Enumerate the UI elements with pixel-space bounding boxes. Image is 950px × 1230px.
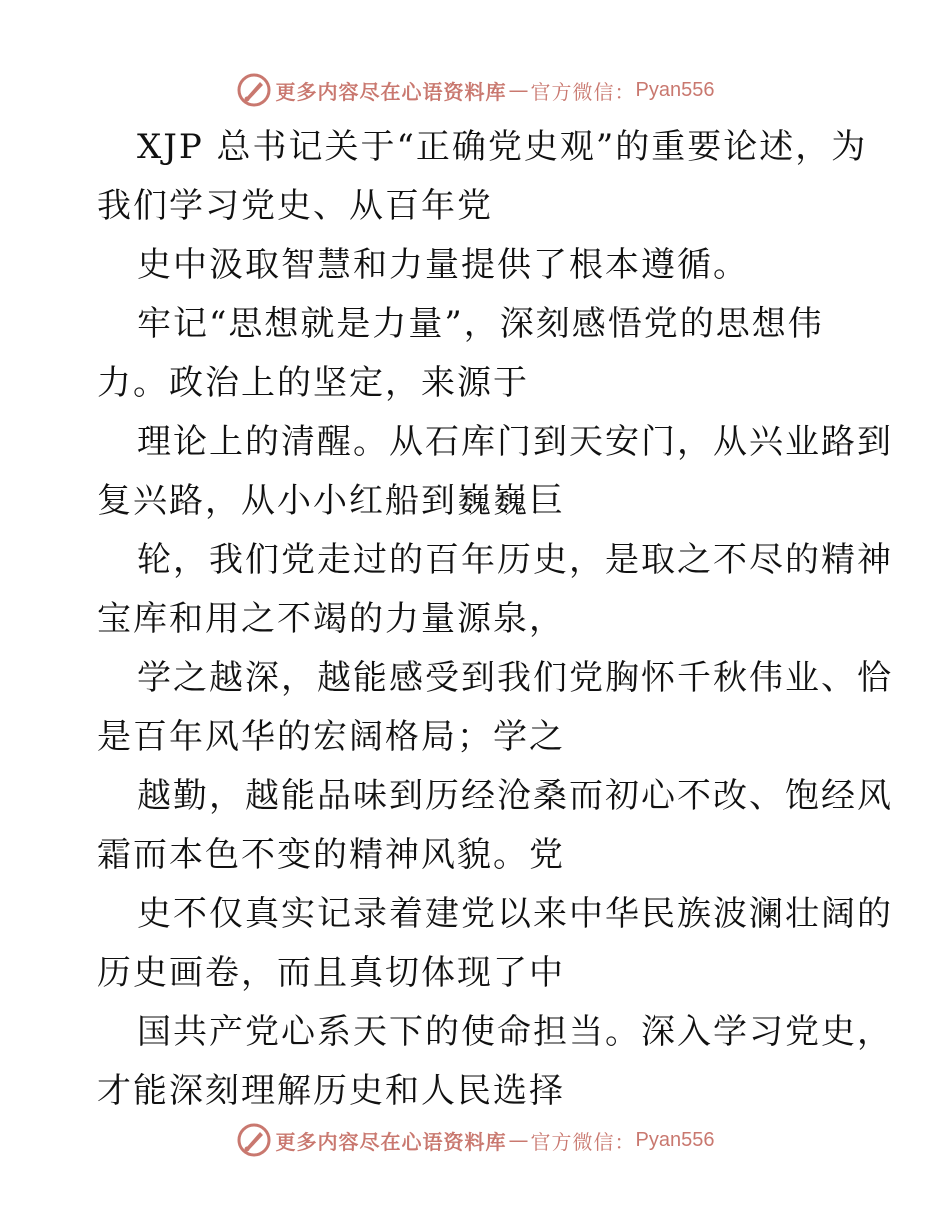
- paragraph-line: 越勤，越能品味到历经沧桑而初心不改、饱经风: [137, 776, 893, 816]
- watermark-wechat-label: 官方微信：: [530, 1129, 636, 1154]
- watermark-wechat-id: Pyan556: [635, 1128, 715, 1151]
- paragraph-line: 牢记“思想就是力量”，深刻感悟党的思想伟: [137, 304, 824, 344]
- pen-logo-icon: [236, 1122, 272, 1158]
- paragraph-line: 学之越深，越能感受到我们党胸怀千秋伟业、恰: [137, 658, 893, 698]
- paragraph-line: 霜而本色不变的精神风貌。党: [97, 835, 565, 875]
- pen-logo-icon: [236, 72, 272, 108]
- paragraph-line: 理论上的清醒。从石库门到天安门，从兴业路到: [137, 422, 893, 462]
- paragraph-line: 宝库和用之不竭的力量源泉，: [97, 599, 565, 639]
- header-watermark: [0, 70, 950, 110]
- paragraph-line: 我们学习党史、从百年党: [97, 186, 493, 226]
- paragraph-line: 是百年风华的宏阔格局；学之: [97, 717, 565, 757]
- paragraph-line: 复兴路，从小小红船到巍巍巨: [97, 481, 565, 521]
- watermark-wechat-id: Pyan556: [635, 78, 715, 101]
- paragraph-line: 史不仅真实记录着建党以来中华民族波澜壮阔的: [137, 894, 893, 934]
- watermark-main-text: 更多内容尽在心语资料库: [275, 79, 507, 104]
- paragraph-line: 国共产党心系天下的使命担当。深入学习党史，: [137, 1012, 893, 1052]
- paragraph-line: 才能深刻理解历史和人民选择: [97, 1071, 565, 1111]
- paragraph-line: 历史画卷，而且真切体现了中: [97, 953, 565, 993]
- watermark-wechat-label: 官方微信：: [530, 79, 636, 104]
- paragraph-line: 力。政治上的坚定，来源于: [97, 363, 529, 403]
- paragraph-line: 史中汲取智慧和力量提供了根本遵循。: [137, 245, 749, 285]
- paragraph-line: XJP 总书记关于“正确党史观”的重要论述，为: [137, 127, 868, 167]
- watermark-dash: —: [508, 1128, 529, 1152]
- paragraph-line: 轮，我们党走过的百年历史，是取之不尽的精神: [137, 540, 893, 580]
- watermark-main-text: 更多内容尽在心语资料库: [275, 1129, 507, 1154]
- watermark-dash: —: [508, 78, 529, 102]
- document-body: [97, 118, 893, 1121]
- footer-watermark: [0, 1120, 950, 1160]
